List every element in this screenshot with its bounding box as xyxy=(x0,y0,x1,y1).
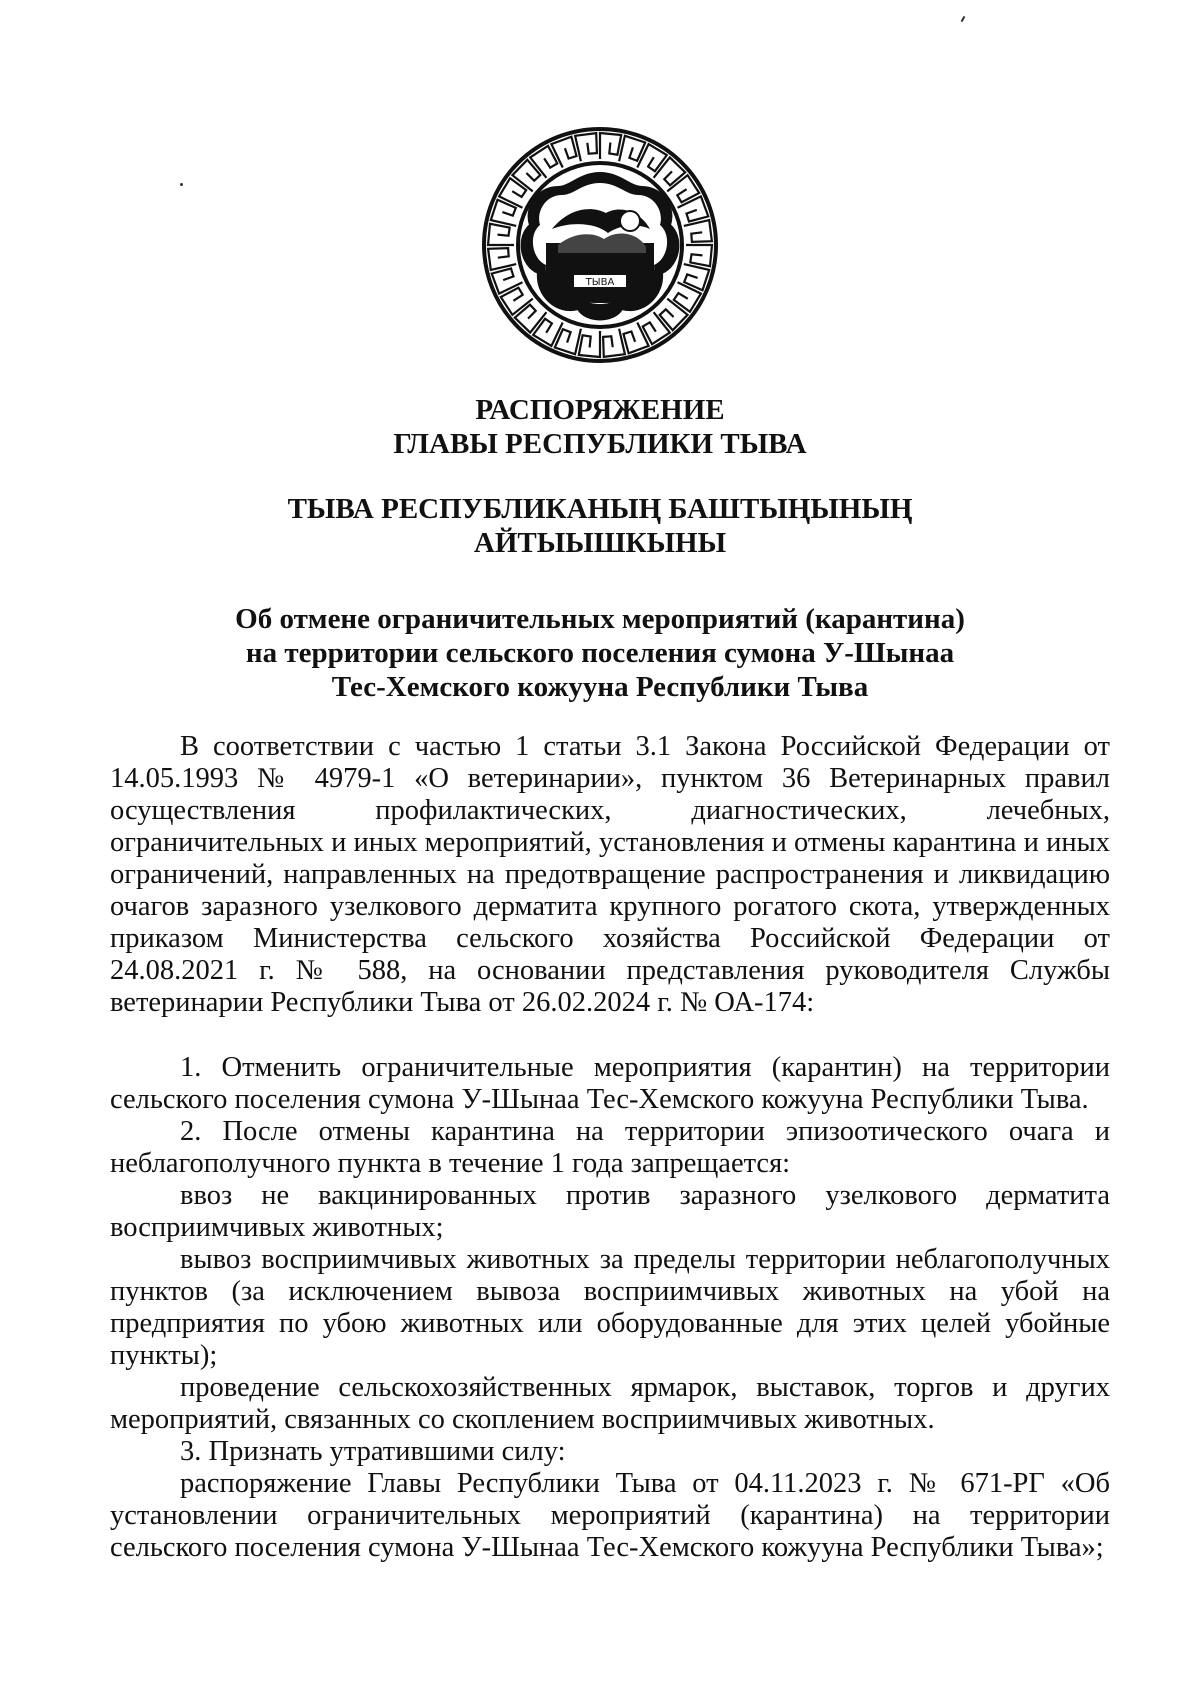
items-block xyxy=(110,1052,1110,1564)
title-line: Тес-Хемского кожууна Республики Тыва xyxy=(331,671,869,703)
item-paragraph: 2. После отмены карантина на территории эпизоотического очага и неблагополучного пункта в течение 1 года запрещается: xyxy=(110,1116,1110,1179)
preamble-paragraph: В соответствии с частью 1 статьи 3.1 Закона Российской Федерации от 14.05.1993 № 4979-1 «О ветеринарии», пунктом 36 Ветеринарных правил осуществления профилактических, диагностических, лечебных, ограничительных и иных мероприятий, установления и отмены карантина и иных ограничений, направленных на предотвращение распространения и ликвидацию очагов заразного узелкового дерматита крупного рогатого скота, утвержденных приказом Министерства сельского хозяйства Российской Федерации от 24.08.2021 г. № 588, на основании представления руководителя Службы ветеринарии Республики Тыва от 26.02.2024 г. № ОА-174: xyxy=(110,731,1110,1018)
scan-speck xyxy=(180,183,183,186)
item-paragraph: проведение сельскохозяйственных ярмарок, выставок, торгов и других мероприятий, связанных со скоплением восприимчивых животных. xyxy=(110,1372,1110,1435)
item-paragraph: вывоз восприимчивых животных за пределы территории неблагополучных пунктов (за исключением вывоза восприимчивых животных на убой на предприятия по убою животных или оборудованные для этих целей убойные пункты); xyxy=(110,1244,1110,1371)
document-type-heading xyxy=(100,393,1100,461)
heading-line: РАСПОРЯЖЕНИЕ xyxy=(475,394,725,426)
heading-line: ГЛАВЫ РЕСПУБЛИКИ ТЫВА xyxy=(393,428,807,460)
title-line: Об отмене ограничительных мероприятий (карантина) xyxy=(235,603,965,635)
heading-line: ТЫВА РЕСПУБЛИКАНЫҢ БАШТЫҢЫНЫҢ xyxy=(287,493,913,525)
heading-line: АЙТЫЫШКЫНЫ xyxy=(473,527,727,559)
document-type-heading-tuvan xyxy=(100,492,1100,560)
title-line: на территории сельского поселения сумона У-Шынаа xyxy=(245,637,955,669)
document-title xyxy=(100,602,1100,704)
item-paragraph: 1. Отменить ограничительные мероприятия (карантин) на территории сельского поселения сумона У-Шынаа Тес-Хемского кожууна Республики Тыва. xyxy=(110,1052,1110,1115)
item-paragraph: ввоз не вакцинированных против заразного узелкового дерматита восприимчивых животных; xyxy=(110,1180,1110,1243)
preamble-block xyxy=(110,731,1110,1019)
item-paragraph: 3. Признать утратившими силу: xyxy=(180,1436,566,1467)
item-paragraph: распоряжение Главы Республики Тыва от 04.11.2023 г. № 671-РГ «Об установлении ограничительных мероприятий (карантина) на территории сельского поселения сумона У-Шынаа Тес-Хемского кожууна Республики Тыва»; xyxy=(110,1468,1110,1563)
coat-of-arms-icon xyxy=(480,125,720,365)
svg-text:ТЫВА: ТЫВА xyxy=(585,277,615,288)
scan-mark xyxy=(961,16,966,22)
